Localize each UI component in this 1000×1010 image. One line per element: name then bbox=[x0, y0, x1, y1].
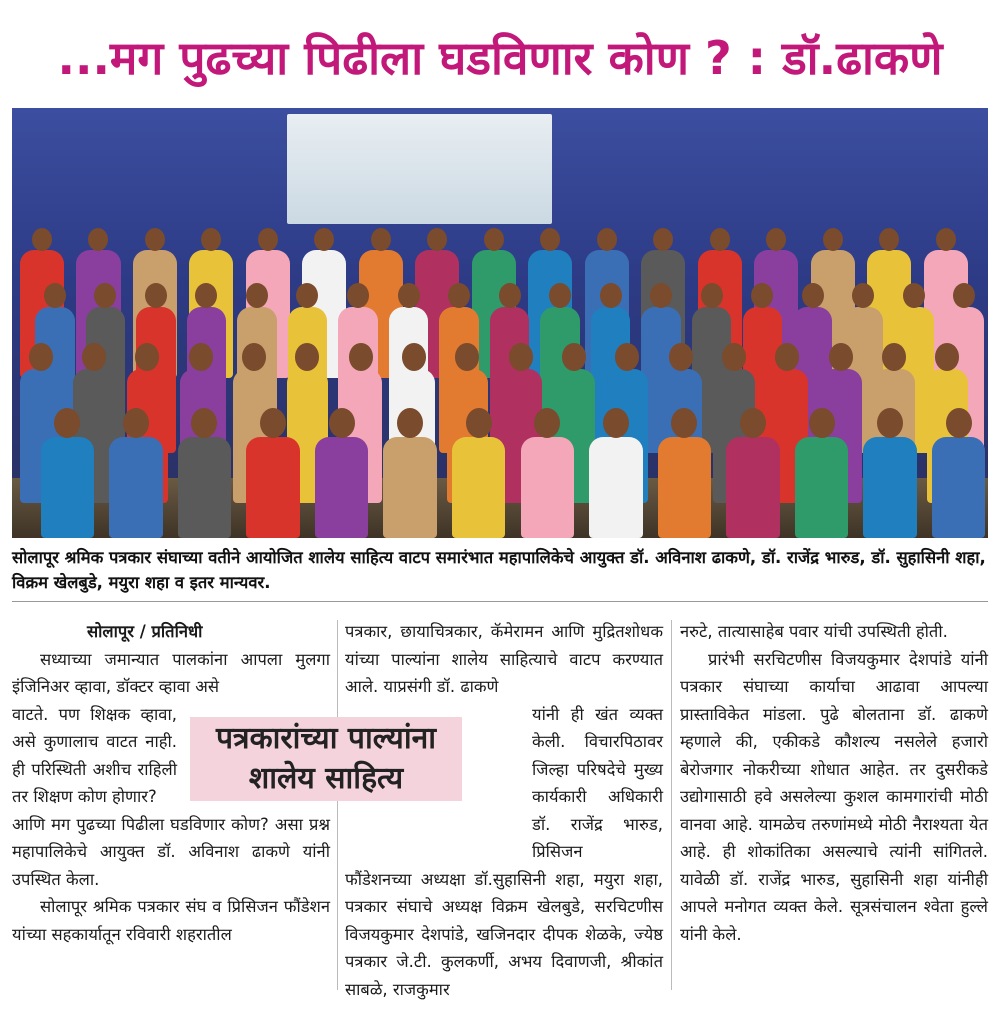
dateline: सोलापूर / प्रतिनिधी bbox=[87, 622, 203, 641]
person-figure bbox=[109, 408, 162, 538]
paragraph: वाटते. पण शिक्षक व्हावा, असे कुणालाच वाटत नाही. ही परिस्थिती अशीच राहिली तर शिक्षण कोण होणार? bbox=[12, 704, 177, 806]
paragraph: नरुटे, तात्यासाहेब पवार यांची उपस्थिती होती. bbox=[680, 622, 948, 641]
paragraph: आणि मग पुढच्या पिढीला घडविणार कोण? असा प्रश्न महापालिकेचे आयुक्त डॉ. अविनाश ढाकणे यांनी उपस्थित केला. bbox=[12, 814, 330, 889]
article-column-3 bbox=[680, 618, 988, 948]
paragraph: प्रारंभी सरचिटणीस विजयकुमार देशपांडे यांनी पत्रकार संघाच्या कार्याचा आढावा आपल्या प्रास्ताविकेत मांडला. पुढे बोलताना डॉ. ढाकणे म्हणाले की, एकीकडे कौशल्य नसलेले हजारो बेरोजगार नोकरीच्या शोधात आहेत. तर दुसरीकडे उद्योगासाठी हवे असलेल्या कुशल कामगारांची मोठी वानवा आहे. यामळेच तरुणांमध्ये मोठी नैराश्यता येत आहे. ही शोकांतिका असल्याचे त्यांनी सांगितले. यावेळी डॉ. राजेंद्र भारुड, सुहासिनी शहा यांनीही आपले मनोगत व्यक्त केले. सूत्रसंचालन श्वेता हुल्ले यांनी केले. bbox=[680, 649, 988, 944]
person-figure bbox=[178, 408, 231, 538]
photo-caption: सोलापूर श्रमिक पत्रकार संघाच्या वतीने आयोजित शालेय साहित्य वाटप समारंभात महापालिकेचे आयुक्त डॉ. अविनाश ढाकणे, डॉ. राजेंद्र भारुड, डॉ. सुहासिनी शहा, विक्रम खेलबुडे, मयुरा शहा व इतर मान्यवर. bbox=[12, 545, 988, 602]
person-figure bbox=[589, 408, 642, 538]
sub-headline-box bbox=[190, 717, 462, 801]
sub-headline-line-2: शालेय साहित्य bbox=[248, 761, 404, 796]
column-rule bbox=[337, 620, 338, 990]
person-figure bbox=[383, 408, 436, 538]
person-figure bbox=[932, 408, 985, 538]
person-figure bbox=[41, 408, 94, 538]
group-photo bbox=[12, 108, 988, 538]
article-column-2 bbox=[345, 618, 663, 1003]
person-figure bbox=[452, 408, 505, 538]
paragraph: सोलापूर श्रमिक पत्रकार संघ व प्रिसिजन फौंडेशन यांच्या सहकार्यातून रविवारी शहरातील bbox=[12, 897, 330, 944]
sub-headline-line-1: पत्रकारांच्या पाल्यांना bbox=[215, 721, 437, 756]
person-figure bbox=[795, 408, 848, 538]
person-figure bbox=[863, 408, 916, 538]
person-figure bbox=[726, 408, 779, 538]
paragraph: पत्रकार, छायाचित्रकार, कॅमेरामन आणि मुद्रितशोधक यांच्या पाल्यांना शालेय साहित्याचे वाटप करण्यात आले. याप्रसंगी डॉ. ढाकणे bbox=[345, 622, 663, 696]
person-figure bbox=[315, 408, 368, 538]
person-figure bbox=[246, 408, 299, 538]
person-figure bbox=[521, 408, 574, 538]
stage-banner bbox=[287, 114, 552, 224]
paragraph: सध्याच्या जमान्यात पालकांना आपला मुलगा इंजिनिअर व्हावा, डॉक्टर व्हावा असे bbox=[12, 649, 330, 696]
paragraph: फौंडेशनच्या अध्यक्षा डॉ.सुहासिनी शहा, मयुरा शहा, पत्रकार संघाचे अध्यक्ष विक्रम खेलबुडे, सरचिटणीस विजयकुमार देशपांडे, खजिनदार दीपक शेळके, ज्येष्ठ पत्रकार जे.टी. कुलकर्णी, अभय दिवाणजी, श्रीकांत साबळे, राजकुमार bbox=[345, 869, 663, 999]
person-figure bbox=[658, 408, 711, 538]
headline: ...मग पुढच्या पिढीला घडविणार कोण ? : डॉ.ढाकणे bbox=[57, 31, 943, 85]
paragraph: यांनी ही खंत व्यक्त केली. विचारपिठावर जिल्हा परिषदेचे मुख्य कार्यकारी अधिकारी डॉ. राजेंद्र भारुड, प्रिसिजन bbox=[532, 704, 663, 861]
column-rule bbox=[671, 620, 672, 990]
